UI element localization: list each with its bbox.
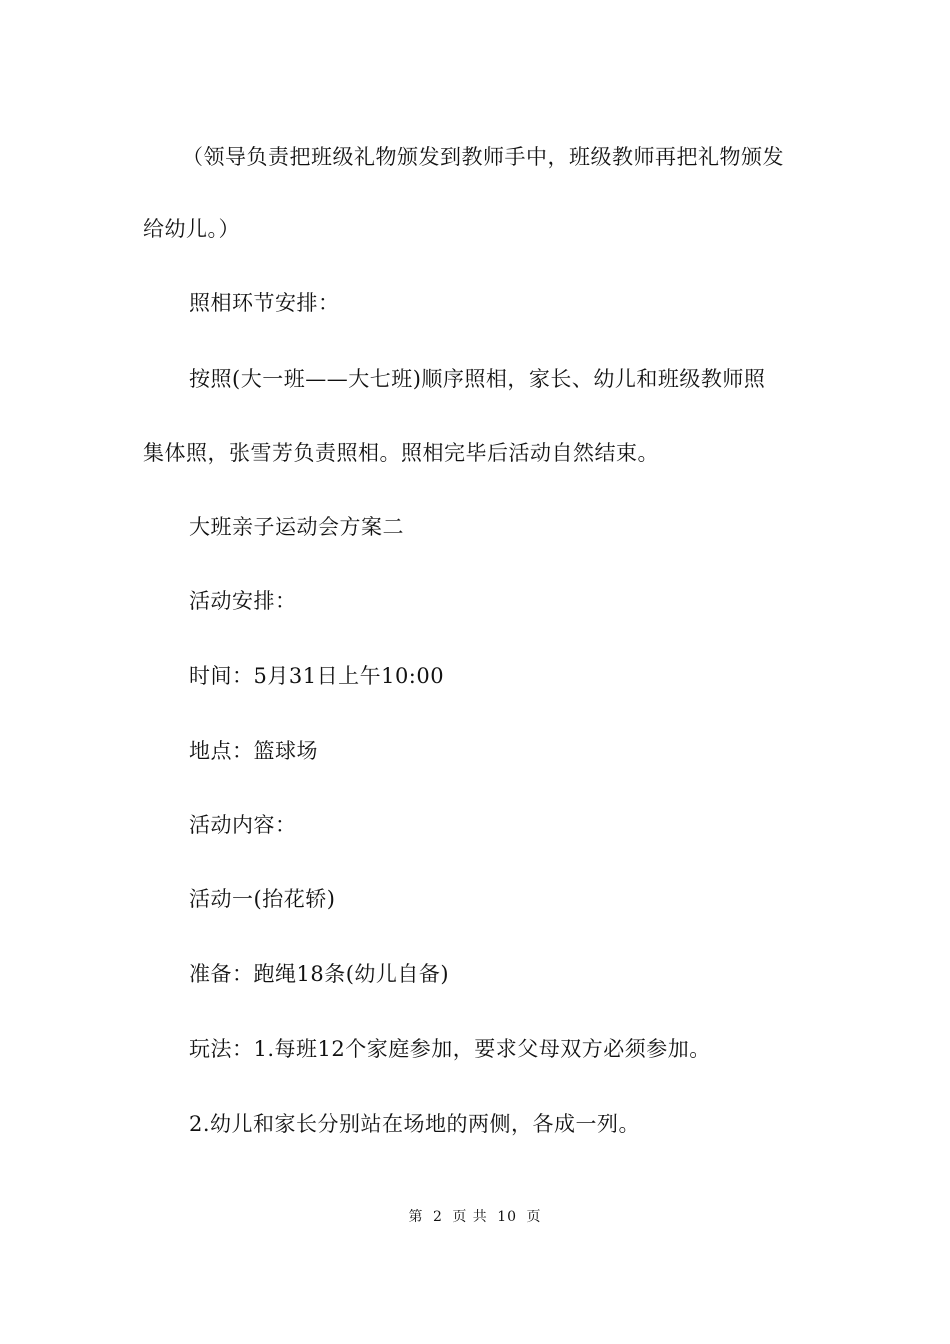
- footer-suffix: 页: [526, 1209, 542, 1225]
- rules-line-2: 2.幼儿和家长分别站在场地的两侧，各成一列。: [189, 1112, 641, 1136]
- time-line: 时间：5月31日上午10:00: [189, 664, 445, 688]
- paragraph-line-4: 按照(大一班——大七班)顺序照相，家长、幼儿和班级教师照: [189, 367, 766, 391]
- section-heading-content: 活动内容：: [189, 813, 297, 837]
- activity-one-title: 活动一(抬花轿): [189, 887, 336, 911]
- paragraph-line-5: 集体照，张雪芳负责照相。照相完毕后活动自然结束。: [143, 441, 659, 465]
- section-heading-schedule: 活动安排：: [189, 589, 297, 613]
- footer-current-page: 2: [432, 1209, 443, 1225]
- paragraph-line-2: 给幼儿。）: [143, 217, 240, 241]
- page-footer: [0, 1207, 950, 1227]
- footer-total-pages: 10: [497, 1209, 518, 1225]
- rules-line-1: 玩法：1.每班12个家庭参加，要求父母双方必须参加。: [189, 1037, 711, 1061]
- footer-prefix: 第: [408, 1209, 424, 1225]
- footer-mid: 页 共: [452, 1209, 488, 1225]
- preparation-line: 准备：跑绳18条(幼儿自备): [189, 962, 450, 986]
- section-heading-photo: 照相环节安排：: [189, 291, 340, 315]
- location-line: 地点：篮球场: [189, 739, 318, 763]
- paragraph-line-1: （领导负责把班级礼物颁发到教师手中，班级教师再把礼物颁发: [182, 145, 784, 169]
- plan-title: 大班亲子运动会方案二: [189, 515, 404, 539]
